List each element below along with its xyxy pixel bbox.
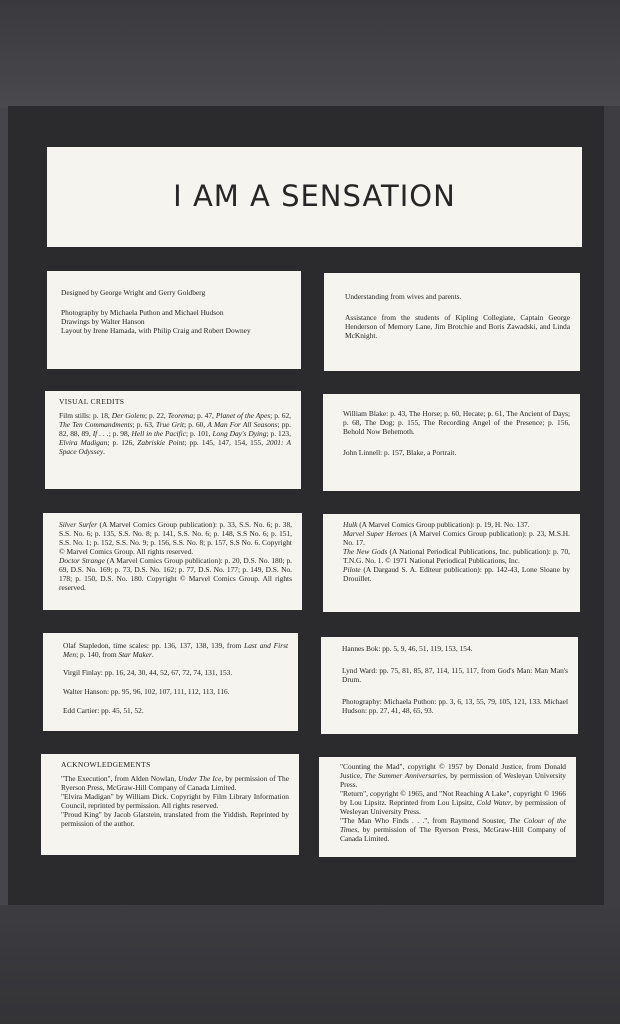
assistance-card bbox=[324, 273, 580, 371]
italic-title: Zabriskie Point bbox=[137, 438, 185, 448]
italic-title: A Man For All Seasons bbox=[207, 420, 278, 430]
italic-title: Long Day's Dying bbox=[212, 429, 267, 439]
italic-title: Pilote bbox=[343, 565, 361, 575]
designed-by-text: Designed by George Wright and Gerry Goldberg bbox=[61, 288, 206, 297]
silver-surfer-text: Silver Surfer (A Marvel Comics Group publication): p. 33, S.S. No. 6; p. 38, S.S. No. 6; p. 135, S.S. No. 8; p. 141, S.S. No. 6; p. 148, S.S No. 6; p. 151, S.S. No. 1; p. 152, S.S. No. 9; p. 156, S.S. No. 8; p. 157, S.S No. 6. Copyright © Marvel Comics Group. All rights reserved. bbox=[59, 520, 292, 557]
layout-text: Layout by Irene Hamada, with Philip Craig and Robert Downey bbox=[61, 326, 251, 336]
photography-text: Photography by Michaela Puthon and Michael Hudson bbox=[61, 308, 224, 318]
acknowledgements-card bbox=[41, 754, 299, 855]
italic-title: Doctor Strange bbox=[59, 556, 105, 566]
students-text: Assistance from the students of Kipling Collegiate, Captain George Henderson of Memory Lane, Jim Brotchie and Boris Zawadski, and Linda McKnight. bbox=[345, 313, 570, 341]
scan-background-top bbox=[0, 0, 620, 108]
ward-text: Lynd Ward: pp. 75, 81, 85, 87, 114, 115, 117, from God's Man: Man Man's Drum. bbox=[342, 666, 568, 685]
italic-title: Last and First Men bbox=[63, 641, 288, 660]
linnell-text: John Linnell: p. 157, Blake, a Portrait. bbox=[343, 448, 457, 458]
italic-title: True Grit bbox=[155, 420, 184, 430]
cartier-text: Edd Cartier: pp. 45, 51, 52. bbox=[63, 706, 144, 716]
hanson-text: Walter Hanson: pp. 95, 96, 102, 107, 111, 112, 113, 116. bbox=[63, 687, 230, 697]
visual-credits-heading: VISUAL CREDITS bbox=[59, 397, 125, 406]
italic-title: Elvira Madigan bbox=[59, 438, 108, 448]
italic-title: Silver Surfer bbox=[59, 520, 98, 529]
permissions-card bbox=[319, 757, 576, 857]
italic-title: Marvel Super Heroes bbox=[343, 529, 408, 539]
italic-title: Planet of the Apes bbox=[215, 411, 271, 421]
italic-title: The Ten Commandments bbox=[59, 420, 133, 430]
italic-title: Star Maker bbox=[118, 650, 152, 660]
pilote-text: Pilote (A Dargaud S. A. Editeur publication): pp. 142-43, Lone Sloane by Drouillet. bbox=[343, 565, 570, 584]
comics-credits-card bbox=[323, 514, 580, 612]
stapledon-text: Olaf Stapledon, time scales: pp. 136, 137, 138, 139, from Last and First Men; p. 140, from Star Maker. bbox=[63, 641, 288, 660]
film-stills-text: Film stills: p. 18, Der Golem; p. 22, Teorema; p. 47, Planet of the Apes; p. 62, The Ten Commandments; p. 63, True Grit; p. 60, A Man For All Seasons; pp. 82, 88, 89, If . . .; p. 98, Hell in the Pacific; p. 101, Long Day's Dying; p. 123, Elvira Madigan; p. 126, Zabriskie Point; pp. 145, 147, 154, 155, 2001: A Space Odyssey. bbox=[59, 411, 291, 457]
italic-title: If . . . bbox=[92, 429, 109, 439]
italic-title: Hulk bbox=[343, 520, 358, 529]
italic-title: 2001: A Space Odyssey bbox=[59, 438, 291, 457]
marvel-credits-card bbox=[43, 513, 302, 610]
photography-credits-text: Photography: Michaela Puthon: pp. 3, 6, 13, 55, 79, 105, 121, 133. Michael Hudson: pp. 27, 41, 48, 65, 93. bbox=[342, 697, 568, 716]
italic-title: The New Gods bbox=[343, 547, 388, 557]
italic-title: Cold Water bbox=[476, 798, 511, 808]
credits-card bbox=[47, 271, 301, 369]
scan-background-bottom bbox=[0, 905, 620, 1024]
man-who-finds-text: "The Man Who Finds . . .", from Raymond Souster, The Colour of the Times, by permission of The Ryerson Press, McGraw-Hill Company of Canada Limited. bbox=[340, 816, 566, 844]
italic-title: The Summer Anniversaries bbox=[364, 771, 446, 781]
acknowledgements-heading: ACKNOWLEDGEMENTS bbox=[61, 760, 151, 769]
page-title: I AM A SENSATION bbox=[173, 179, 456, 214]
board-edge bbox=[604, 106, 620, 906]
artists-left-card bbox=[43, 633, 298, 731]
elvira-text: "Elvira Madigan" by William Dick. Copyright by Film Library Information Council, reprinted by permission. All rights reserved. bbox=[61, 792, 289, 811]
hulk-text: Hulk (A Marvel Comics Group publication): p. 19, H. No. 137. bbox=[343, 520, 530, 529]
doctor-strange-text: Doctor Strange (A Marvel Comics Group publication): p. 20, D.S. No. 180; p. 69, D.S. No. 169; p. 73, D.S. No. 162; p. 77, D.S. No. 177; p. 149, D.S. No. 178; p. 150, D.S. No. 180. Copyright © Marvel Comics Group. All rights reserved. bbox=[59, 556, 292, 593]
visual-credits-card bbox=[45, 391, 301, 489]
italic-title: Hell in the Pacific bbox=[131, 429, 186, 439]
wives-text: Understanding from wives and parents. bbox=[345, 292, 462, 301]
title-card bbox=[47, 147, 582, 247]
super-heroes-text: Marvel Super Heroes (A Marvel Comics Group publication): p. 23, M.S.H. No. 17. bbox=[343, 529, 570, 548]
execution-text: "The Execution", from Alden Nowlan, Under The Ice, by permission of The Ryerson Press, McGraw-Hill Company of Canada Limited. bbox=[61, 774, 290, 793]
finlay-text: Virgil Finlay: pp. 16, 24, 30, 44, 52, 67, 72, 74, 131, 153. bbox=[63, 668, 233, 678]
art-credits-card bbox=[323, 394, 580, 491]
new-gods-text: The New Gods (A National Periodical Publications, Inc. publication): p. 70, T.N.G. No. 1. © 1971 National Periodical Publications, Inc. bbox=[343, 547, 570, 566]
return-text: "Return", copyright © 1965, and "Not Reaching A Lake", copyright © 1966 by Lou Lipsitz. Reprinted from Lou Lipsitz, Cold Water, by permission of Wesleyan University Press. bbox=[340, 789, 567, 817]
italic-title: The Colour of the Times bbox=[340, 816, 566, 835]
drawings-text: Drawings by Walter Hanson bbox=[61, 317, 145, 327]
artists-right-card bbox=[321, 637, 578, 734]
proud-king-text: "Proud King" by Jacob Glatstein, translated from the Yiddish. Reprinted by permission of the author. bbox=[61, 810, 289, 829]
italic-title: Der Golem bbox=[111, 411, 145, 421]
counting-the-mad-text: "Counting the Mad", copyright © 1957 by Donald Justice, from Donald Justice, The Summer Anniversaries, by permission of Wesleyan University Press. bbox=[340, 762, 566, 790]
italic-title: Teorema bbox=[167, 411, 194, 421]
italic-title: Under The Ice bbox=[178, 774, 222, 784]
blake-text: William Blake: p. 43, The Horse; p. 60, Hecate; p. 61, The Ancient of Days; p. 68, The Dog; p. 155, The Recording Angel of the Presence; p. 156, Behold Now Behemoth. bbox=[343, 409, 570, 437]
bok-text: Hannes Bok: pp. 5, 9, 46, 51, 119, 153, 154. bbox=[342, 644, 473, 653]
